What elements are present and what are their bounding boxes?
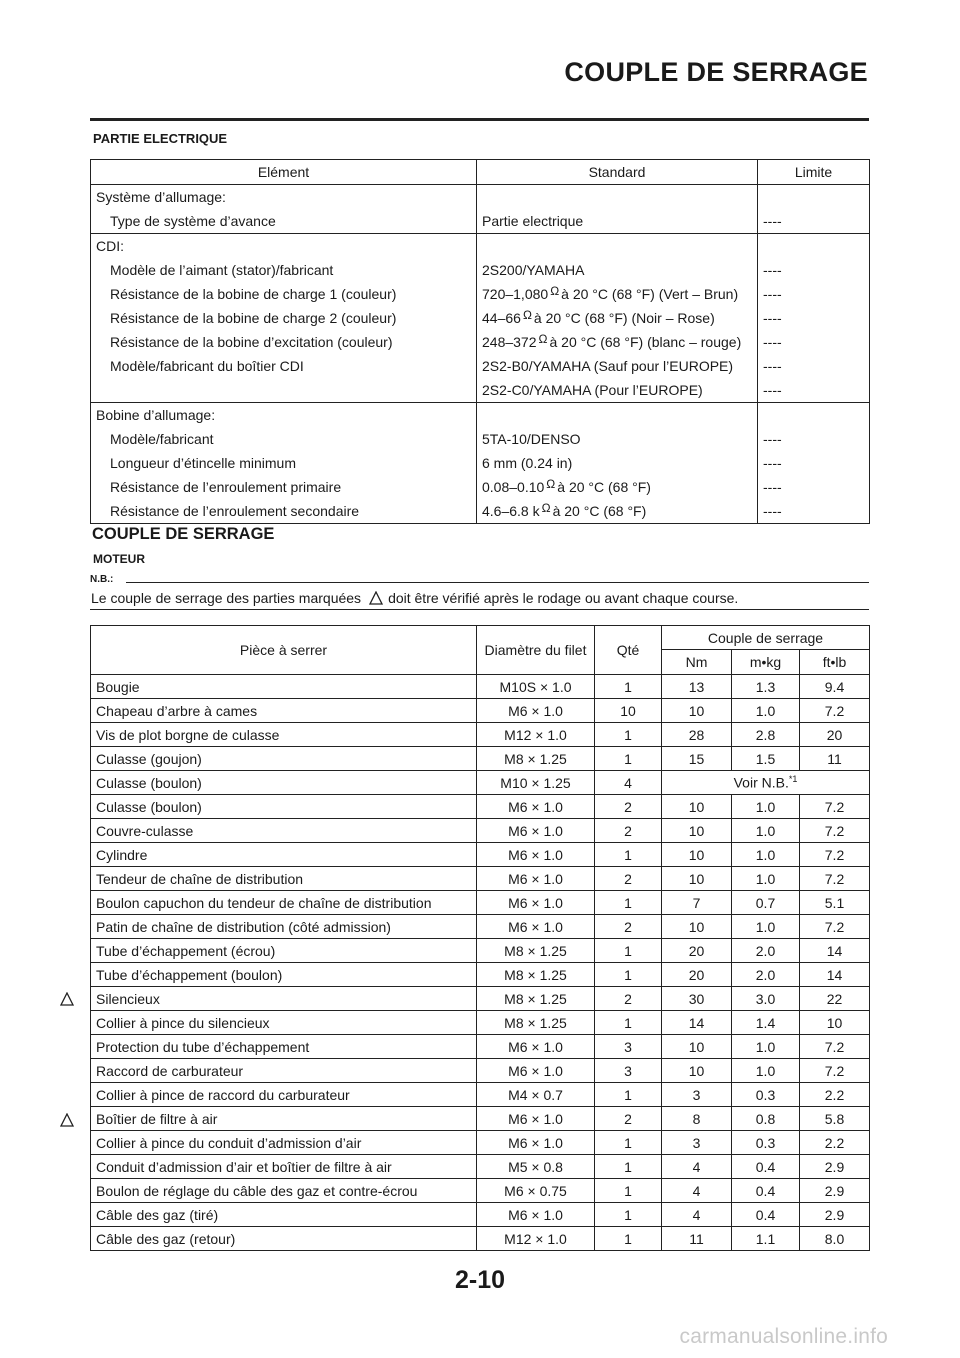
electrical-empty-cell — [758, 234, 870, 259]
torque-thread: M6 × 1.0 — [477, 699, 595, 723]
torque-part: Patin de chaîne de distribution (côté admission) — [91, 915, 477, 939]
torque-part: Raccord de carburateur — [91, 1059, 477, 1083]
torque-qty: 1 — [595, 1203, 662, 1227]
torque-nm: 3 — [662, 1131, 732, 1155]
electrical-limit: ---- — [758, 209, 870, 234]
electrical-row — [91, 427, 870, 451]
electrical-standard — [477, 427, 758, 451]
torque-ftlb: 7.2 — [800, 1035, 870, 1059]
electrical-group-title: CDI: — [96, 238, 124, 254]
torque-part: Vis de plot borgne de culasse — [91, 723, 477, 747]
torque-thread: M8 × 1.25 — [477, 1011, 595, 1035]
torque-qty: 1 — [595, 1179, 662, 1203]
torque-thread: M5 × 0.8 — [477, 1155, 595, 1179]
electrical-group-row — [91, 234, 870, 259]
torque-part: Tube d’échappement (boulon) — [91, 963, 477, 987]
ohm-icon: Ω — [538, 332, 548, 346]
torque-nm: 28 — [662, 723, 732, 747]
torque-ftlb: 10 — [800, 1011, 870, 1035]
torque-qty: 2 — [595, 819, 662, 843]
torque-ftlb: 7.2 — [800, 795, 870, 819]
torque-part: Culasse (boulon) — [91, 795, 477, 819]
torque-thread: M6 × 1.0 — [477, 1035, 595, 1059]
torque-thread: M6 × 1.0 — [477, 795, 595, 819]
torque-row — [91, 1227, 870, 1251]
torque-nm: 14 — [662, 1011, 732, 1035]
electrical-row — [91, 451, 870, 475]
header-qty: Qté — [595, 626, 662, 675]
torque-thread: M6 × 1.0 — [477, 843, 595, 867]
electrical-standard — [477, 354, 758, 378]
torque-nm: 7 — [662, 891, 732, 915]
torque-thread: M6 × 1.0 — [477, 891, 595, 915]
header-thread: Diamètre du filet — [477, 626, 595, 675]
standard-value: 720–1,080 — [482, 286, 549, 302]
torque-row — [91, 819, 870, 843]
electrical-group-title: Système d’allumage: — [96, 189, 226, 205]
torque-nm: 10 — [662, 1059, 732, 1083]
electrical-row — [91, 499, 870, 524]
torque-ftlb: 2.9 — [800, 1179, 870, 1203]
torque-thread: M6 × 1.0 — [477, 1107, 595, 1131]
torque-mkg: 2.8 — [732, 723, 800, 747]
subheading-engine: MOTEUR — [93, 552, 145, 566]
torque-part: Tube d’échappement (écrou) — [91, 939, 477, 963]
torque-row — [91, 1059, 870, 1083]
torque-qty: 2 — [595, 915, 662, 939]
standard-value: 2S200/YAMAHA — [482, 262, 585, 278]
torque-qty: 1 — [595, 1083, 662, 1107]
standard-value: 5TA-10/DENSO — [482, 431, 581, 447]
torque-ftlb: 7.2 — [800, 699, 870, 723]
standard-condition: à 20 °C (68 °F) (Vert – Brun) — [561, 286, 739, 302]
torque-qty: 10 — [595, 699, 662, 723]
electrical-standard — [477, 330, 758, 354]
electrical-limit: ---- — [758, 282, 870, 306]
electrical-column-header: Limite — [758, 160, 870, 185]
torque-nm: 20 — [662, 939, 732, 963]
torque-mkg: 1.0 — [732, 819, 800, 843]
torque-thread: M6 × 1.0 — [477, 1203, 595, 1227]
electrical-limit: ---- — [758, 378, 870, 403]
electrical-standard — [477, 282, 758, 306]
torque-qty: 1 — [595, 747, 662, 771]
torque-thread: M6 × 1.0 — [477, 1131, 595, 1155]
header-mkg: m•kg — [732, 650, 800, 675]
torque-mkg: 0.7 — [732, 891, 800, 915]
torque-ftlb: 7.2 — [800, 843, 870, 867]
torque-mkg: 1.0 — [732, 915, 800, 939]
torque-part: Tendeur de chaîne de distribution — [91, 867, 477, 891]
torque-thread: M12 × 1.0 — [477, 723, 595, 747]
electrical-header-row — [91, 160, 870, 185]
torque-thread: M10 × 1.25 — [477, 771, 595, 795]
torque-ftlb: 8.0 — [800, 1227, 870, 1251]
torque-part: Collier à pince de raccord du carburateur — [91, 1083, 477, 1107]
torque-qty: 1 — [595, 1227, 662, 1251]
electrical-empty-cell — [477, 234, 758, 259]
torque-ftlb: 7.2 — [800, 819, 870, 843]
standard-value: 0.08–0.10 — [482, 479, 545, 495]
torque-thread: M12 × 1.0 — [477, 1227, 595, 1251]
torque-part: Culasse (boulon) — [91, 771, 477, 795]
electrical-item: Résistance de l’enroulement primaire — [110, 479, 342, 495]
torque-qty: 4 — [595, 771, 662, 795]
torque-thread: M6 × 0.75 — [477, 1179, 595, 1203]
ohm-icon: Ω — [522, 308, 532, 322]
torque-note-text: Voir N.B. — [733, 774, 789, 791]
torque-note — [662, 771, 870, 795]
page-title: COUPLE DE SERRAGE — [564, 57, 868, 87]
torque-nm: 4 — [662, 1203, 732, 1227]
torque-mkg: 0.3 — [732, 1131, 800, 1155]
electrical-limit: ---- — [758, 330, 870, 354]
note-label: N.B.: — [90, 574, 114, 585]
electrical-item: Résistance de la bobine d’excitation (couleur) — [110, 334, 393, 350]
torque-row — [91, 1179, 870, 1203]
electrical-standard — [477, 258, 758, 282]
standard-value: 2S2-C0/YAMAHA (Pour l’EUROPE) — [482, 382, 703, 398]
electrical-empty-cell — [477, 403, 758, 428]
standard-value: Partie electrique — [482, 213, 584, 229]
torque-mkg: 0.4 — [732, 1179, 800, 1203]
torque-row — [91, 939, 870, 963]
note-text — [91, 590, 738, 606]
torque-part: Câble des gaz (tiré) — [91, 1203, 477, 1227]
torque-thread: M10S × 1.0 — [477, 675, 595, 699]
torque-part: Câble des gaz (retour) — [91, 1227, 477, 1251]
torque-ftlb: 11 — [800, 747, 870, 771]
header-torque: Couple de serrage — [662, 626, 870, 650]
torque-table — [90, 625, 870, 1251]
torque-mkg: 1.4 — [732, 1011, 800, 1035]
electrical-row — [91, 378, 870, 403]
torque-ftlb: 20 — [800, 723, 870, 747]
electrical-limit: ---- — [758, 451, 870, 475]
torque-mkg: 0.4 — [732, 1155, 800, 1179]
torque-part: Boulon capuchon du tendeur de chaîne de distribution — [91, 891, 477, 915]
torque-ftlb: 2.9 — [800, 1155, 870, 1179]
torque-qty: 1 — [595, 891, 662, 915]
electrical-item: Résistance de la bobine de charge 2 (couleur) — [110, 310, 397, 326]
torque-nm: 10 — [662, 819, 732, 843]
torque-nm: 10 — [662, 699, 732, 723]
torque-row — [91, 1107, 870, 1131]
electrical-item — [91, 378, 477, 403]
torque-note-ref: *1 — [788, 774, 798, 785]
torque-part: Protection du tube d’échappement — [91, 1035, 477, 1059]
torque-nm: 10 — [662, 795, 732, 819]
torque-mkg: 1.0 — [732, 1035, 800, 1059]
torque-part: Conduit d’admission d’air et boîtier de filtre à air — [91, 1155, 477, 1179]
standard-condition: à 20 °C (68 °F) (blanc – rouge) — [549, 334, 742, 350]
electrical-standard — [477, 306, 758, 330]
torque-mkg: 1.0 — [732, 843, 800, 867]
torque-nm: 3 — [662, 1083, 732, 1107]
electrical-limit: ---- — [758, 475, 870, 499]
section-heading-torque: COUPLE DE SERRAGE — [92, 525, 275, 543]
torque-mkg: 1.5 — [732, 747, 800, 771]
torque-nm: 10 — [662, 867, 732, 891]
standard-value: 4.6–6.8 k — [482, 503, 540, 519]
torque-mkg: 1.3 — [732, 675, 800, 699]
torque-qty: 2 — [595, 867, 662, 891]
standard-value: 2S2-B0/YAMAHA (Sauf pour l’EUROPE) — [482, 358, 734, 374]
torque-qty: 2 — [595, 1107, 662, 1131]
torque-ftlb: 7.2 — [800, 867, 870, 891]
electrical-row — [91, 209, 870, 234]
note-bottom-rule — [90, 609, 869, 610]
torque-ftlb: 14 — [800, 963, 870, 987]
electrical-standard — [477, 475, 758, 499]
ohm-icon: Ω — [541, 501, 551, 515]
header-ftlb: ft•lb — [800, 650, 870, 675]
torque-row — [91, 891, 870, 915]
electrical-standard — [477, 209, 758, 234]
triangle-mark-icon — [60, 1113, 74, 1127]
torque-mkg: 1.1 — [732, 1227, 800, 1251]
torque-row — [91, 723, 870, 747]
torque-thread: M4 × 0.7 — [477, 1083, 595, 1107]
torque-nm: 20 — [662, 963, 732, 987]
torque-qty: 1 — [595, 723, 662, 747]
electrical-row — [91, 258, 870, 282]
electrical-item: Longueur d’étincelle minimum — [110, 455, 296, 471]
torque-thread: M6 × 1.0 — [477, 867, 595, 891]
torque-ftlb: 14 — [800, 939, 870, 963]
electrical-limit: ---- — [758, 306, 870, 330]
torque-part: Cylindre — [91, 843, 477, 867]
page-number: 2-10 — [454, 1266, 506, 1294]
torque-part: Boulon de réglage du câble des gaz et contre-écrou — [91, 1179, 477, 1203]
ohm-icon: Ω — [550, 284, 560, 298]
torque-qty: 1 — [595, 1155, 662, 1179]
triangle-mark-icon — [369, 591, 383, 605]
header-nm: Nm — [662, 650, 732, 675]
torque-ftlb: 9.4 — [800, 675, 870, 699]
torque-nm: 8 — [662, 1107, 732, 1131]
torque-row — [91, 675, 870, 699]
electrical-group-row — [91, 185, 870, 210]
ohm-icon: Ω — [546, 477, 556, 491]
torque-part: Chapeau d’arbre à cames — [91, 699, 477, 723]
torque-mkg: 1.0 — [732, 699, 800, 723]
torque-qty: 2 — [595, 795, 662, 819]
torque-ftlb: 7.2 — [800, 1059, 870, 1083]
torque-part: Boîtier de filtre à air — [91, 1107, 477, 1131]
torque-ftlb: 22 — [800, 987, 870, 1011]
torque-row — [91, 1011, 870, 1035]
electrical-item: Type de système d’avance — [91, 209, 477, 234]
torque-qty: 1 — [595, 1131, 662, 1155]
torque-part: Couvre-culasse — [91, 819, 477, 843]
torque-mkg: 1.0 — [732, 867, 800, 891]
torque-mkg: 2.0 — [732, 939, 800, 963]
torque-row — [91, 1131, 870, 1155]
electrical-limit: ---- — [758, 258, 870, 282]
torque-row — [91, 963, 870, 987]
torque-nm: 4 — [662, 1179, 732, 1203]
torque-ftlb: 2.9 — [800, 1203, 870, 1227]
torque-mkg: 0.4 — [732, 1203, 800, 1227]
torque-ftlb: 2.2 — [800, 1131, 870, 1155]
torque-ftlb: 5.1 — [800, 891, 870, 915]
torque-part: Silencieux — [91, 987, 477, 1011]
electrical-standard — [477, 499, 758, 524]
electrical-column-header: Elément — [91, 160, 477, 185]
title-rule — [90, 118, 869, 121]
standard-condition: à 20 °C (68 °F) — [557, 479, 651, 495]
torque-thread: M8 × 1.25 — [477, 963, 595, 987]
electrical-row — [91, 330, 870, 354]
torque-row — [91, 699, 870, 723]
torque-nm: 10 — [662, 1035, 732, 1059]
torque-row — [91, 915, 870, 939]
torque-ftlb: 5.8 — [800, 1107, 870, 1131]
torque-thread: M8 × 1.25 — [477, 747, 595, 771]
electrical-column-header: Standard — [477, 160, 758, 185]
torque-nm: 10 — [662, 915, 732, 939]
torque-mkg: 0.8 — [732, 1107, 800, 1131]
torque-mkg: 2.0 — [732, 963, 800, 987]
standard-condition: à 20 °C (68 °F) — [552, 503, 647, 519]
torque-mkg: 3.0 — [732, 987, 800, 1011]
torque-nm: 30 — [662, 987, 732, 1011]
torque-mkg: 0.3 — [732, 1083, 800, 1107]
torque-part: Collier à pince du silencieux — [91, 1011, 477, 1035]
torque-qty: 1 — [595, 1011, 662, 1035]
watermark: carmanualsonline.info — [679, 1325, 888, 1348]
torque-row — [91, 867, 870, 891]
standard-value: 6 mm (0.24 in) — [482, 455, 573, 471]
electrical-empty-cell — [758, 403, 870, 428]
electrical-group-title: Bobine d’allumage: — [96, 407, 216, 423]
electrical-standard — [477, 451, 758, 475]
torque-nm: 11 — [662, 1227, 732, 1251]
electrical-limit: ---- — [758, 354, 870, 378]
note-text-after: doit être vérifié après le rodage ou avant chaque course. — [388, 590, 739, 606]
electrical-group-row — [91, 403, 870, 428]
standard-value: 44–66 — [482, 310, 521, 326]
torque-nm: 13 — [662, 675, 732, 699]
torque-row — [91, 747, 870, 771]
torque-qty: 3 — [595, 1059, 662, 1083]
electrical-limit: ---- — [758, 499, 870, 524]
note-rule — [126, 582, 869, 583]
torque-part: Collier à pince du conduit d’admission d’air — [91, 1131, 477, 1155]
electrical-spec-table — [90, 159, 870, 524]
torque-qty: 1 — [595, 963, 662, 987]
torque-part: Bougie — [91, 675, 477, 699]
standard-condition: à 20 °C (68 °F) (Noir – Rose) — [533, 310, 715, 326]
torque-mkg: 1.0 — [732, 1059, 800, 1083]
torque-qty: 1 — [595, 843, 662, 867]
section-heading-electrical: PARTIE ELECTRIQUE — [93, 131, 228, 146]
torque-part: Culasse (goujon) — [91, 747, 477, 771]
electrical-item: Modèle de l’aimant (stator)/fabricant — [110, 262, 334, 278]
torque-row — [91, 987, 870, 1011]
torque-thread: M8 × 1.25 — [477, 987, 595, 1011]
torque-thread: M6 × 1.0 — [477, 1059, 595, 1083]
electrical-item: Résistance de l’enroulement secondaire — [91, 499, 477, 524]
electrical-item: Modèle/fabricant — [110, 431, 214, 447]
torque-row — [91, 1155, 870, 1179]
torque-nm: 10 — [662, 843, 732, 867]
torque-thread: M8 × 1.25 — [477, 939, 595, 963]
torque-qty: 2 — [595, 987, 662, 1011]
torque-row — [91, 1203, 870, 1227]
torque-mkg: 1.0 — [732, 795, 800, 819]
torque-nm: 4 — [662, 1155, 732, 1179]
torque-ftlb: 7.2 — [800, 915, 870, 939]
torque-thread: M6 × 1.0 — [477, 819, 595, 843]
torque-row — [91, 843, 870, 867]
electrical-empty-cell — [477, 185, 758, 210]
torque-qty: 3 — [595, 1035, 662, 1059]
torque-row — [91, 1035, 870, 1059]
triangle-mark-icon — [60, 992, 74, 1006]
electrical-item: Modèle/fabricant du boîtier CDI — [110, 358, 304, 374]
torque-row — [91, 1083, 870, 1107]
torque-thread: M6 × 1.0 — [477, 915, 595, 939]
electrical-item: Résistance de la bobine de charge 1 (couleur) — [110, 286, 397, 302]
torque-row — [91, 795, 870, 819]
torque-nm: 15 — [662, 747, 732, 771]
note-text-before: Le couple de serrage des parties marquées — [91, 590, 362, 606]
electrical-row — [91, 354, 870, 378]
header-part: Pièce à serrer — [91, 626, 477, 675]
torque-ftlb: 2.2 — [800, 1083, 870, 1107]
torque-row — [91, 771, 870, 795]
electrical-limit: ---- — [758, 427, 870, 451]
electrical-empty-cell — [758, 185, 870, 210]
torque-qty: 1 — [595, 675, 662, 699]
electrical-row — [91, 475, 870, 499]
electrical-row — [91, 306, 870, 330]
standard-value: 248–372 — [482, 334, 537, 350]
torque-qty: 1 — [595, 939, 662, 963]
electrical-row — [91, 282, 870, 306]
electrical-standard — [477, 378, 758, 403]
